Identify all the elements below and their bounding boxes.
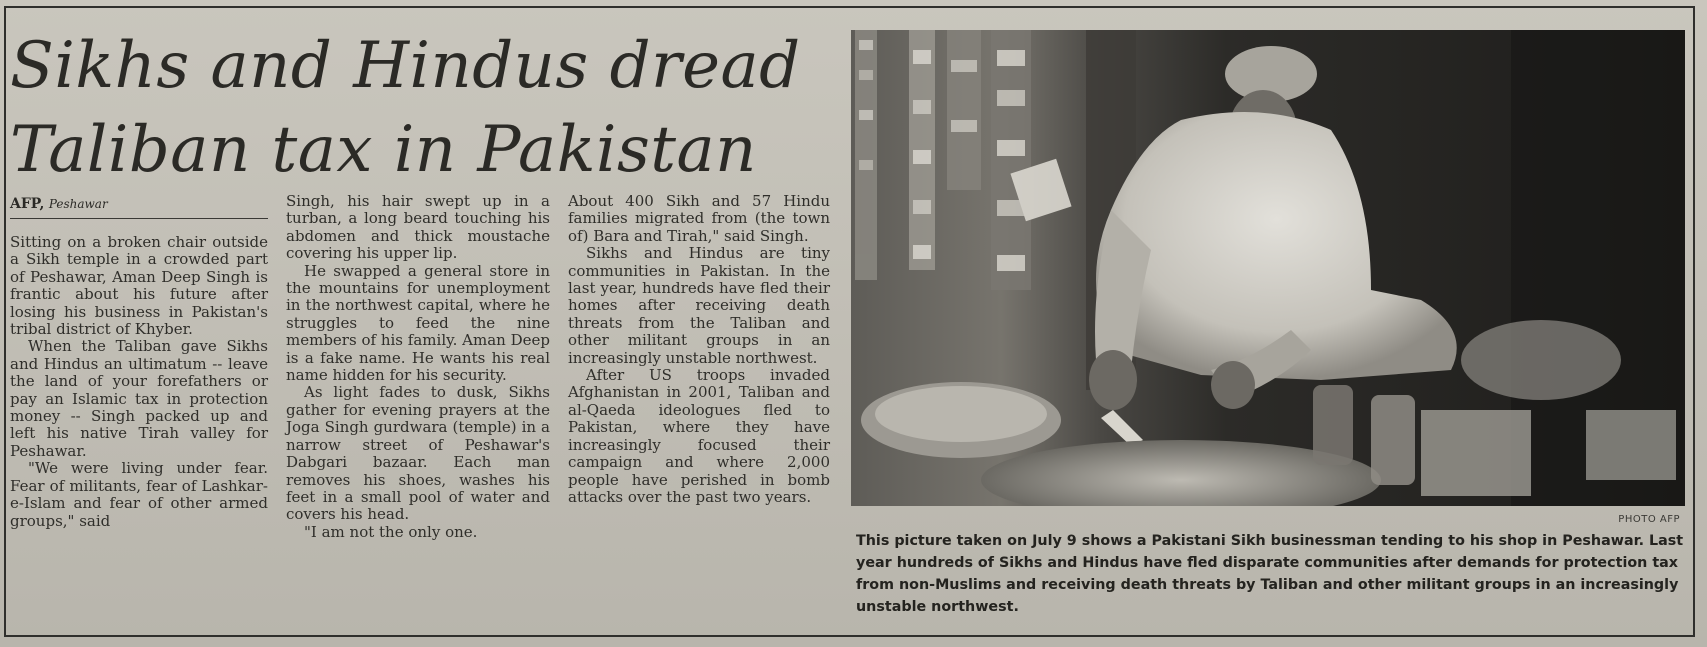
paragraph-7: Sikhs and Hindus are tiny communities in Pakistan. In the last year, hundreds have fled their homes after receiving death threats from the Taliban and other militant groups in an increasingly unstable northwest. [568,244,830,367]
photo-credit: PHOTO AFP [1618,514,1680,525]
paragraph-3-start: "We were living under fear. Fear of militants, fear of Lashkar-e-Islam and fear of other armed groups," said [10,459,268,530]
paragraph-3-end: Singh, his hair swept up in a turban, a long beard touching his abdomen and thick moustache covering his upper lip. [286,192,550,263]
paragraph-5: As light fades to dusk, Sikhs gather for evening prayers at the Joga Singh gurdwara (temple) in a narrow street of Peshawar's Dabgari bazaar. Each man removes his shoes, washes his feet in a small pool of water and covers his head. [286,383,550,524]
paragraph-2: When the Taliban gave Sikhs and Hindus an ultimatum -- leave the land of your forefathers or pay an Islamic tax in protection money -- Singh packed up and left his native Tirah valley for Peshawar. [10,337,268,460]
photo-caption: This picture taken on July 9 shows a Pakistani Sikh businessman tending to his shop in Peshawar. Last year hundreds of Sikhs and Hindus have fled disparate communities after demands for protection tax from non-Muslims and receiving death threats by Taliban and other militant groups in an increasingly unstable northwest. [856,533,1684,615]
article-column-3 [568,193,830,506]
paragraph-6-end: About 400 Sikh and 57 Hindu families migrated from (the town of) Bara and Tirah," said Singh. [568,192,830,245]
photo-illustration [851,30,1685,506]
article-column-2 [286,193,550,541]
headline-line-1: Sikhs and Hindus dread [10,29,801,103]
paragraph-1: Sitting on a broken chair outside a Sikh temple in a crowded part of Peshawar, Aman Deep Singh is frantic about his future after losing his business in Pakistan's tribal district of Khyber. [10,233,268,339]
news-photo [851,30,1685,506]
headline-line-2: Taliban tax in Pakistan [10,113,757,187]
byline [10,196,268,219]
paragraph-6-start: "I am not the only one. [304,522,478,541]
paragraph-8: After US troops invaded Afghanistan in 2001, Taliban and al-Qaeda ideologues fled to Pakistan, where they have increasingly focused their campaign and where 2,000 people have perished in bomb attacks over the past two years. [568,366,830,506]
byline-agency: AFP, [10,196,45,212]
headline [10,24,830,192]
article-column-1 [10,234,268,530]
paragraph-4: He swapped a general store in the mountains for unemployment in the northwest capital, where he struggles to feed the nine members of his family. Aman Deep is a fake name. He wants his real name hidden for his security. [286,261,550,385]
byline-place: Peshawar [48,197,108,211]
